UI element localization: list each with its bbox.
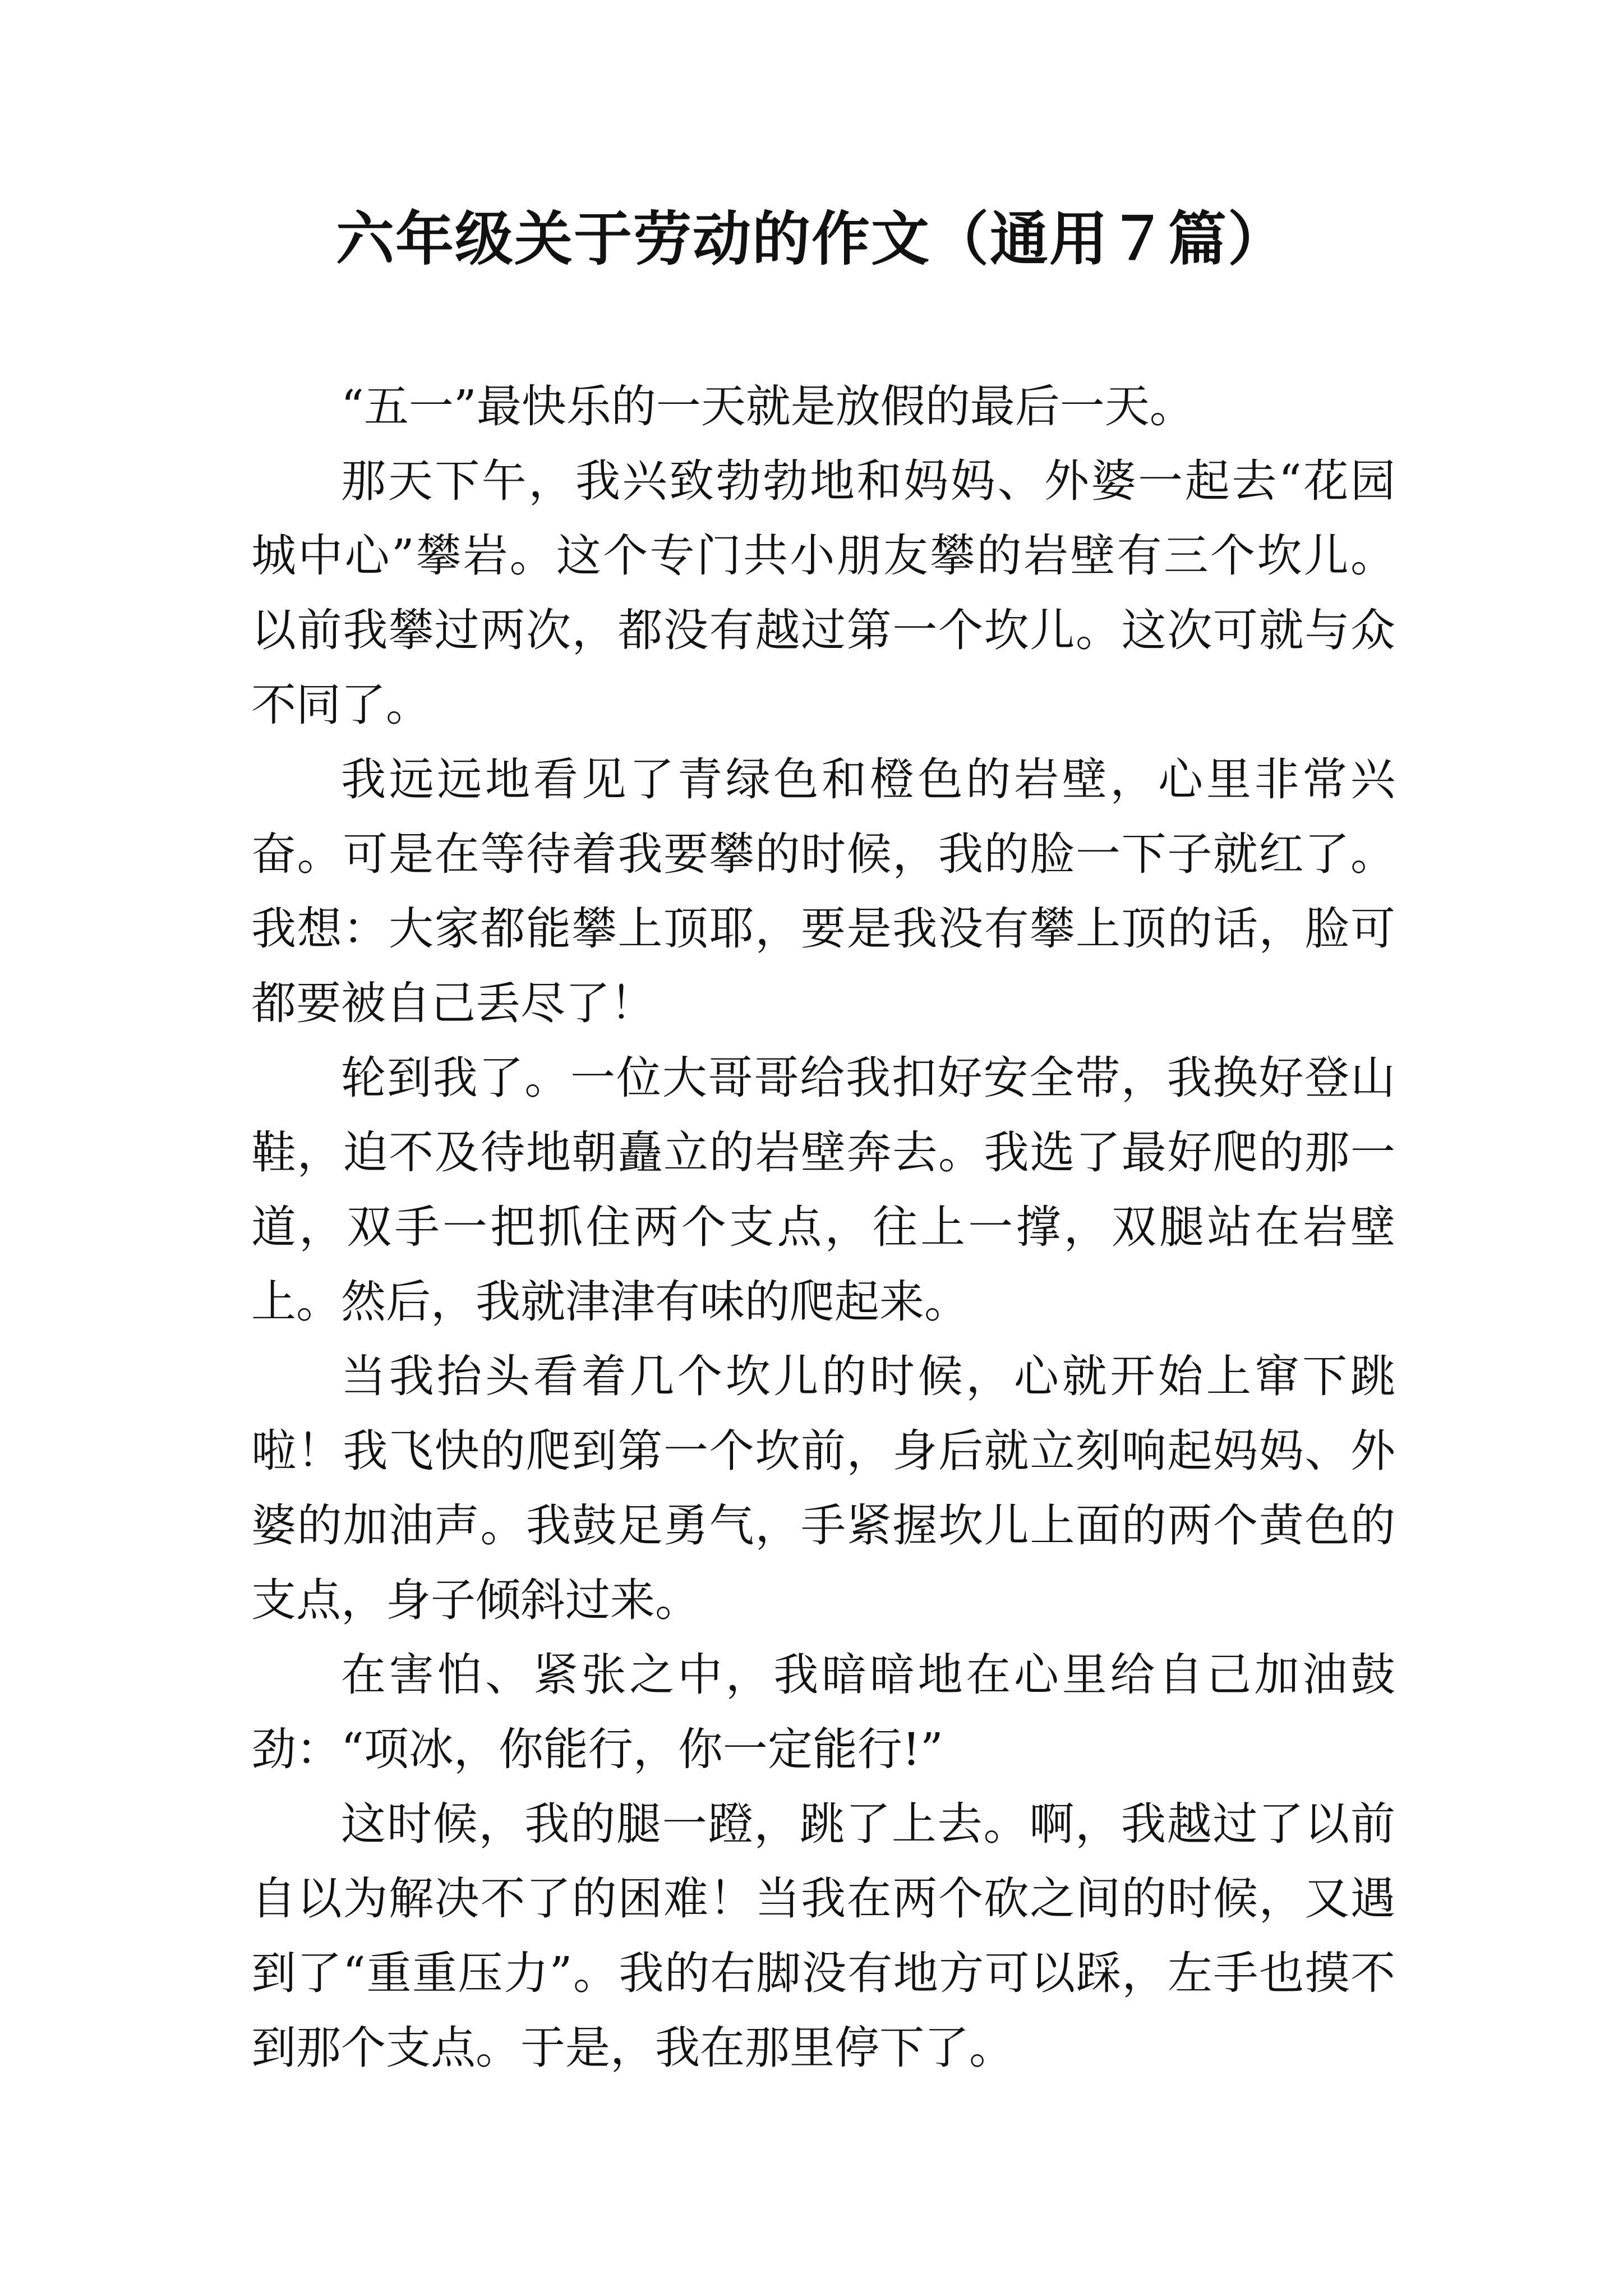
paragraph: 轮到我了。一位大哥哥给我扣好安全带，我换好登山鞋，迫不及待地朝矗立的岩壁奔去。我选了最好爬的那一道，双手一把抓住两个支点，往上一撑，双腿站在岩壁上。然后，我就津津有味的爬起来。 — [251, 1052, 1395, 1328]
paragraph: “五一”最快乐的一天就是放假的最后一天。 — [341, 380, 1195, 432]
paragraph: 这时候，我的腿一蹬，跳了上去。啊，我越过了以前自以为解决不了的困难！当我在两个砍之间的时候，又遇到了“重重压力”。我的右脚没有地方可以踩，左手也摸不到那个支点。于是，我在那里停下了。 — [251, 1798, 1395, 2074]
paragraph: 我远远地看见了青绿色和橙色的岩壁，心里非常兴奋。可是在等待着我要攀的时候，我的脸一下子就红了。我想：大家都能攀上顶耶，要是我没有攀上顶的话，脸可都要被自己丢尽了！ — [251, 753, 1395, 1029]
paragraph: 在害怕、紧张之中，我暗暗地在心里给自己加油鼓劲：“项冰，你能行，你一定能行!” — [251, 1649, 1395, 1775]
document-body — [251, 337, 1395, 2085]
document-title: 六年级关于劳动的作文（通用７篇） — [335, 204, 1287, 273]
paragraph: 那天下午，我兴致勃勃地和妈妈、外婆一起去“花园城中心”攀岩。这个专门共小朋友攀的岩壁有三个坎儿。以前我攀过两次，都没有越过第一个坎儿。这次可就与众不同了。 — [251, 455, 1395, 731]
paragraph: 当我抬头看着几个坎儿的时候，心就开始上窜下跳啦！我飞快的爬到第一个坎前，身后就立刻响起妈妈、外婆的加油声。我鼓足勇气，手紧握坎儿上面的两个黄色的支点，身子倾斜过来。 — [251, 1350, 1395, 1626]
